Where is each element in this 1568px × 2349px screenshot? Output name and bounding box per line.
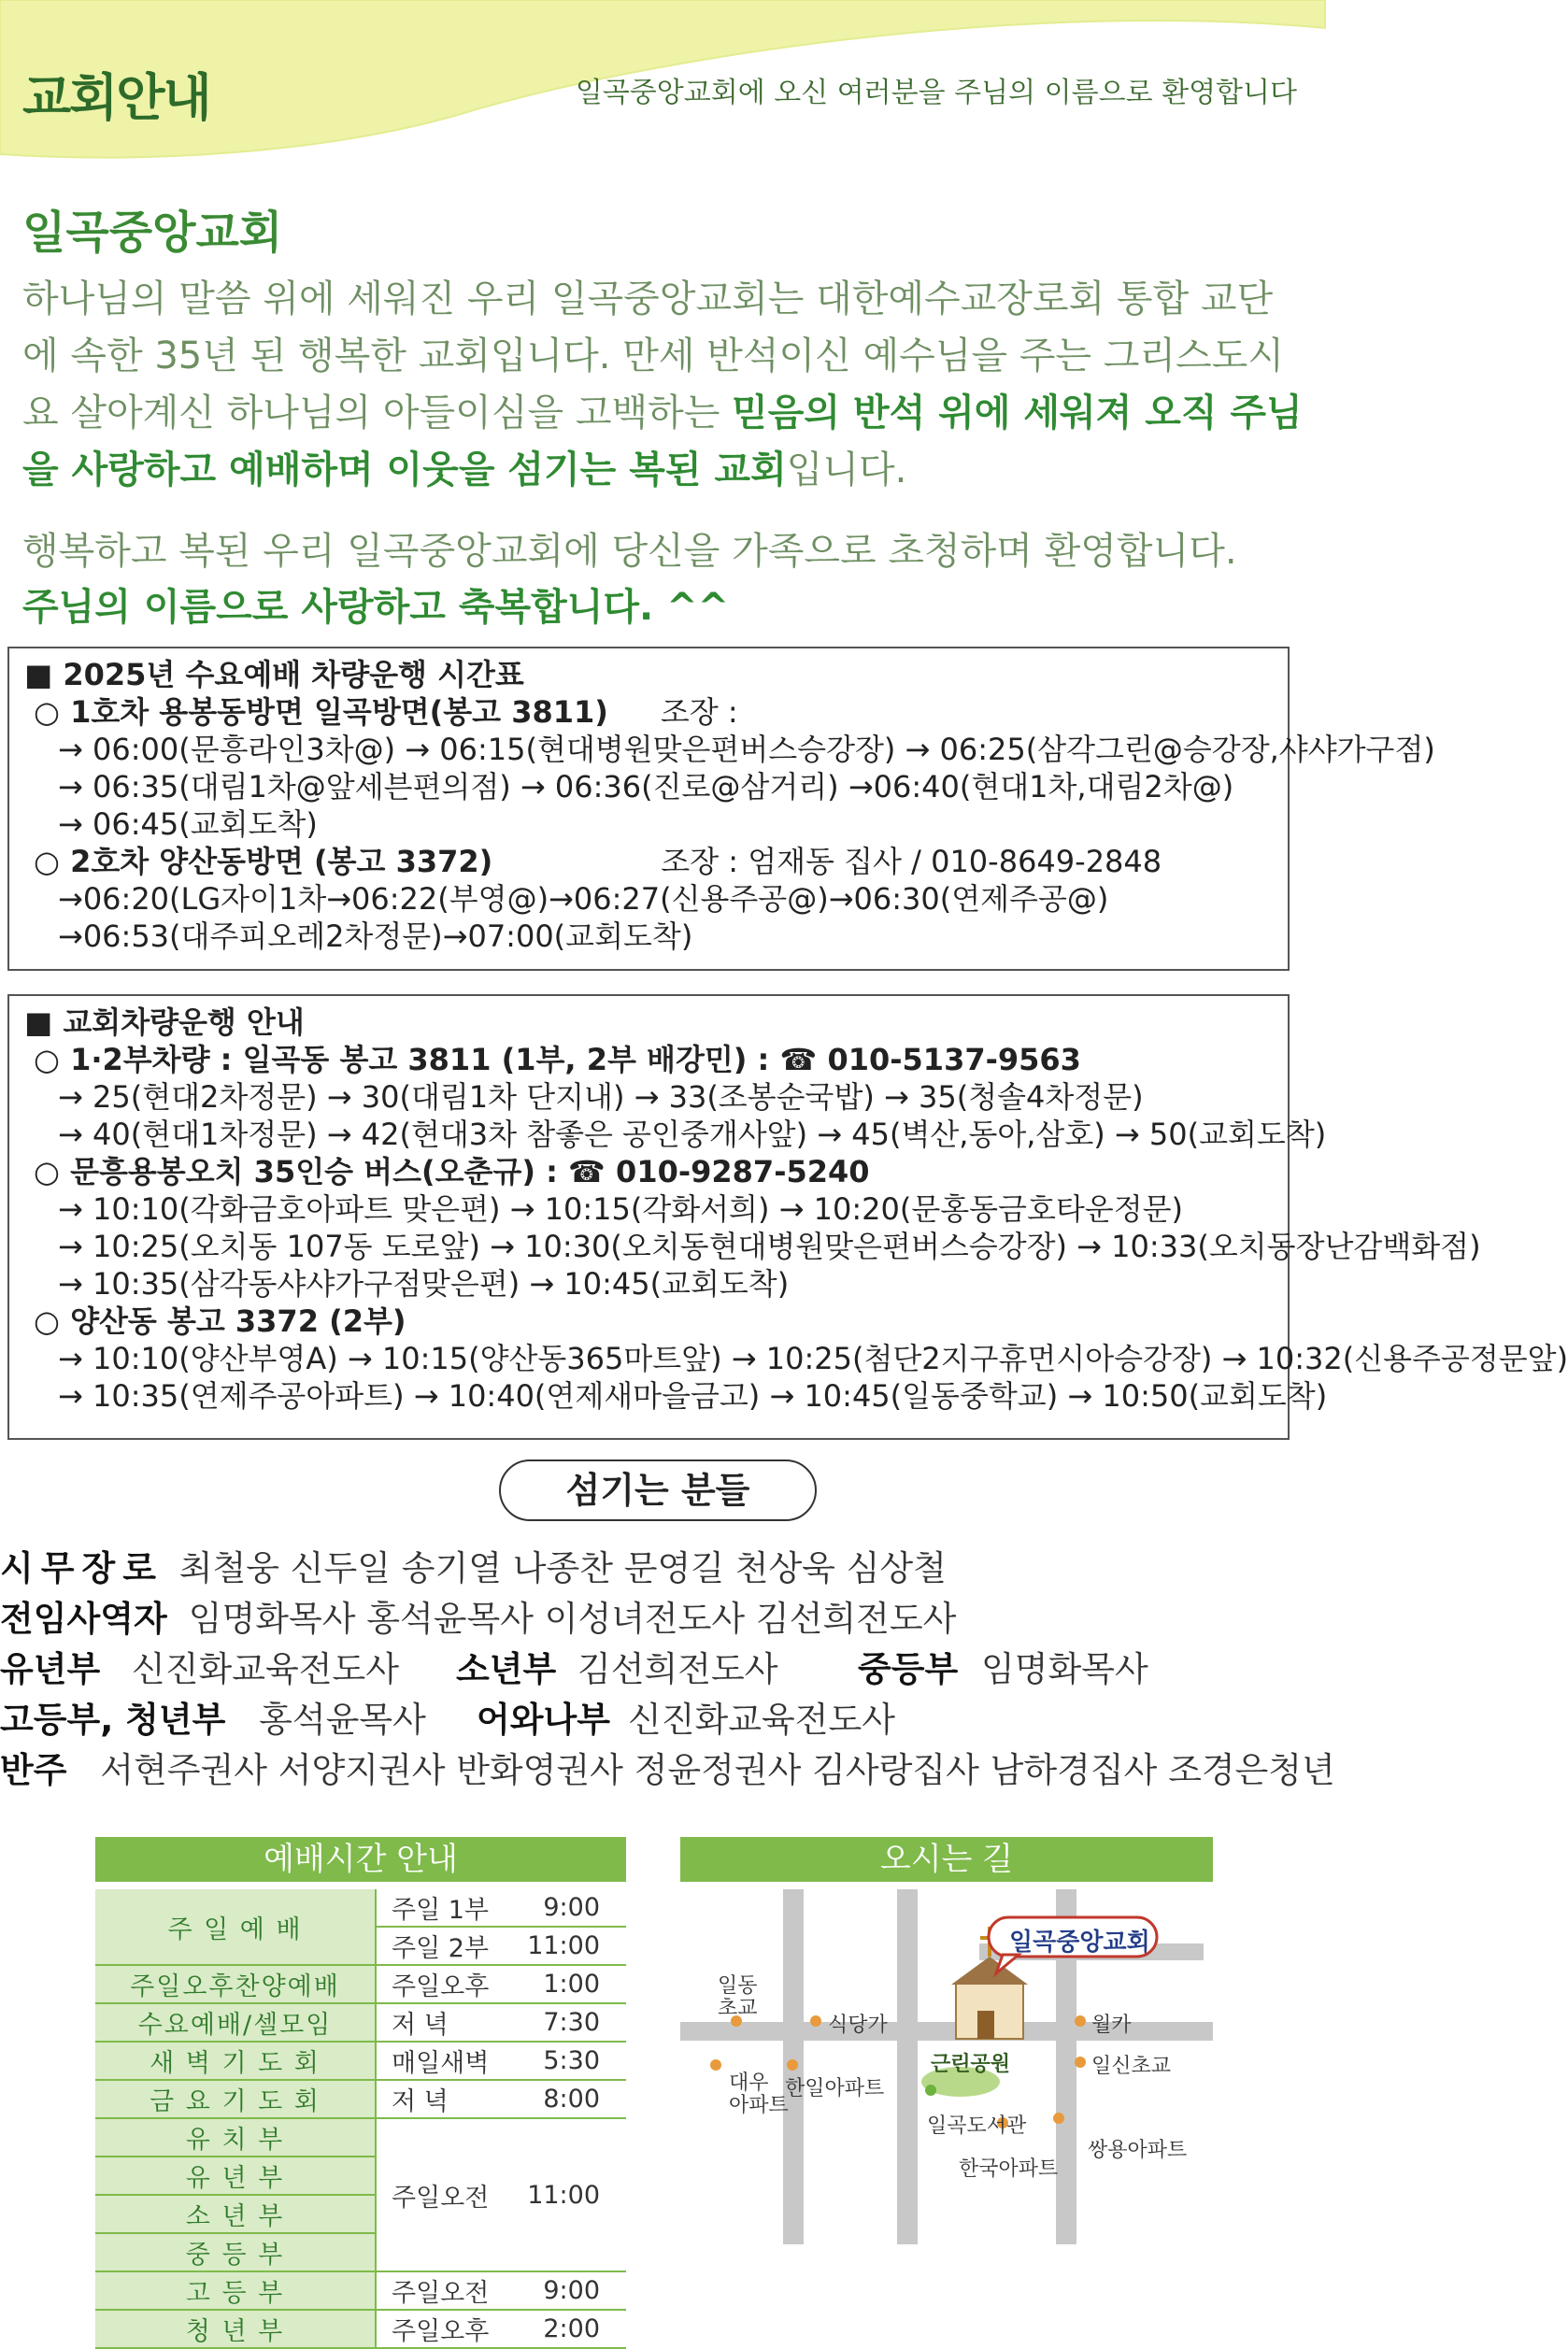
service-time: 11:00	[516, 2118, 626, 2271]
service-time: 11:00	[516, 1927, 626, 1965]
staff-section-title: 섬기는 분들	[499, 1459, 817, 1521]
map-label: 한일아파트	[785, 2077, 885, 2100]
staff-label: 중등부	[858, 1649, 959, 1689]
wednesday-vehicle-schedule	[7, 647, 1435, 971]
service-name: 소 년 부	[95, 2195, 376, 2233]
service-day: 저 녁	[376, 2080, 516, 2118]
route-line: → 06:35(대림1차@앞세븐편의점) → 06:36(진로@삼거리) →06:40(현대1차,대림2차@)	[58, 769, 1234, 804]
route-line: → 25(현대2차정문) → 30(대림1차 단지내) → 33(조봉순국밥) → 35(청솔4차정문)	[58, 1079, 1144, 1115]
staff-label: 시무장로	[0, 1548, 164, 1588]
service-name: 청 년 부	[95, 2310, 376, 2348]
service-name: 주일오후찬양예배	[95, 1965, 376, 2003]
invitation-paragraph	[22, 523, 1303, 635]
staff-row-departments-2	[0, 1691, 895, 1740]
route-line: → 06:45(교회도착)	[58, 806, 318, 842]
staff-row-elders	[0, 1540, 947, 1588]
map-label: 근린공원	[931, 2053, 1011, 2076]
route-line: → 10:35(연제주공아파트) → 10:40(연제새마을금고) → 10:45(일동중학교) → 10:50(교회도착)	[58, 1378, 1328, 1414]
staff-label: 유년부	[0, 1649, 101, 1689]
service-time: 5:30	[516, 2042, 626, 2080]
wednesday-car1	[24, 693, 1273, 731]
welcome-text: 일곡중앙교회에 오신 여러분을 주님의 이름으로 환영합니다	[575, 77, 1297, 109]
staff-names: 임명화목사 홍석윤목사 이성녀전도사 김선희전도사	[188, 1599, 957, 1639]
route-line: → 40(현대1차정문) → 42(현대3차 참좋은 공인중개사앞) → 45(벽산,동아,삼호) → 50(교회도착)	[58, 1117, 1327, 1152]
service-day: 주일 2부	[376, 1927, 516, 1965]
staff-label: 소년부	[456, 1649, 557, 1689]
map-label: 월카	[1091, 2014, 1132, 2037]
staff-names: 신진화교육전도사	[628, 1700, 895, 1740]
route-line: →06:53(대주피오레2차정문)→07:00(교회도착)	[58, 918, 693, 954]
service-day: 저 녁	[376, 2003, 516, 2042]
staff-names: 서현주권사 서양지권사 반화영권사 정윤정권사 김사랑집사 남하경집사 조경은청년	[100, 1750, 1335, 1790]
route-line: → 06:00(문흥라인3차@) → 06:15(현대병원맞은편버스승강장) → 06:25(삼각그린@승강장,샤샤가구점)	[58, 732, 1435, 767]
route-line: → 10:10(양산부영A) → 10:15(양산동365마트앞) → 10:25(첨단2지구휴먼시아승강장) → 10:32(신용주공정문앞)	[58, 1341, 1568, 1376]
intro-text-a: 하나님의 말씀 위에 세워진 우리 일곡중앙교회는 대한예수교장로회 통합 교단에 속한 35년 된 행복한 교회입니다. 만세 반석이신 예수님을 주는 그리스도시요 살아계신 하나님의 아들이심을 고백하는	[22, 278, 1284, 434]
staff-names: 임명화목사	[981, 1649, 1148, 1689]
service-time: 2:00	[516, 2310, 626, 2348]
table-row	[95, 1889, 626, 1927]
service-name: 수요예배/셀모임	[95, 2003, 376, 2042]
map-canvas	[680, 1889, 1213, 2244]
directions-map	[680, 1837, 1213, 2244]
table-row	[95, 2271, 626, 2310]
wednesday-title: ■ 2025년 수요예배 차량운행 시간표	[24, 657, 524, 692]
staff-row-accompanists	[0, 1742, 1335, 1790]
staff-names: 신진화교육전도사	[132, 1649, 399, 1689]
service-day: 매일새벽	[376, 2042, 516, 2080]
map-label: 한국아파트	[959, 2157, 1059, 2181]
service-times-title: 예배시간 안내	[95, 1837, 626, 1882]
service-time: 7:30	[516, 2003, 626, 2042]
map-label: 일동 초교	[718, 1974, 758, 2020]
invitation-text: 행복하고 복된 우리 일곡중앙교회에 당신을 가족으로 초청하며 환영합니다.	[22, 530, 1237, 573]
service-day: 주일 1부	[376, 1889, 516, 1927]
service-day: 주일오전	[376, 2271, 516, 2310]
service-time: 8:00	[516, 2080, 626, 2118]
staff-label: 어와나부	[477, 1700, 610, 1740]
service-name: 유 치 부	[95, 2118, 376, 2157]
service-name: 유 년 부	[95, 2157, 376, 2195]
service-times	[95, 1837, 626, 2349]
map-title: 오시는 길	[680, 1837, 1213, 1882]
map-label: 일곡도서관	[927, 2114, 1027, 2138]
service-name: 중 등 부	[95, 2233, 376, 2271]
table-row	[95, 2080, 626, 2118]
route-line: → 10:10(각화금호아파트 맞은편) → 10:15(각화서희) → 10:20(문홍동금호타운정문)	[58, 1191, 1184, 1227]
table-row	[95, 2003, 626, 2042]
map-label: 식당가	[828, 2014, 888, 2037]
header-banner	[0, 0, 1325, 168]
service-day: 주일오후	[376, 2310, 516, 2348]
blessing-text: 주님의 이름으로 사랑하고 축복합니다. ^^	[22, 586, 730, 629]
map-church-label: 일곡중앙교회	[1009, 1929, 1150, 1957]
service-day: 주일오후	[376, 1965, 516, 2003]
brand-title: 교회안내	[22, 68, 210, 127]
map-label: 대우 아파트	[729, 2071, 789, 2117]
intro-paragraph	[22, 271, 1303, 499]
wednesday-car1-driver: 조장 :	[660, 694, 738, 730]
wednesday-car2	[24, 843, 1273, 880]
table-row	[95, 2118, 626, 2157]
staff-names: 김선희전도사	[577, 1649, 778, 1689]
intro-text-bold: 믿음의 반석 위에 세워져 오직 주님을 사랑하고 예배하며 이웃을 섬기는 복된 교회	[22, 392, 1303, 491]
sunday-car2-title: ○ 문흥용봉오치 35인승 버스(오춘규) : ☎ 010-9287-5240	[34, 1154, 870, 1189]
service-time: 9:00	[516, 1889, 626, 1927]
staff-label: 고등부, 청년부	[0, 1700, 226, 1740]
map-label: 일신초교	[1091, 2055, 1172, 2078]
sunday-car1-title: ○ 1·2부차량 : 일곡동 봉고 3811 (1부, 2부 배강민) : ☎ 010-5137-9563	[34, 1042, 1081, 1077]
staff-label: 반주	[0, 1750, 67, 1790]
sunday-title: ■ 교회차량운행 안내	[24, 1004, 305, 1040]
church-name: 일곡중앙교회	[22, 206, 283, 259]
wednesday-car2-title: ○ 2호차 양산동방면 (봉고 3372)	[34, 844, 493, 879]
staff-row-ministers	[0, 1590, 956, 1639]
service-time: 9:00	[516, 2271, 626, 2310]
service-name: 새 벽 기 도 회	[95, 2042, 376, 2080]
service-name: 주 일 예 배	[95, 1889, 376, 1965]
route-line: → 10:35(삼각동샤샤가구점맞은편) → 10:45(교회도착)	[58, 1266, 790, 1302]
intro-text-c: 입니다.	[786, 448, 907, 491]
staff-names: 홍석윤목사	[259, 1700, 426, 1740]
church-vehicle-guide	[7, 994, 1568, 1440]
service-day: 주일오전	[376, 2118, 516, 2271]
service-times-table	[95, 1889, 626, 2349]
wednesday-car1-title: ○ 1호차 용봉동방면 일곡방면(봉고 3811)	[34, 694, 608, 730]
staff-row-departments-1	[0, 1641, 1148, 1689]
map-label: 쌍용아파트	[1088, 2139, 1188, 2162]
staff-label: 전임사역자	[0, 1599, 167, 1639]
sunday-car3-title: ○ 양산동 봉고 3372 (2부)	[34, 1303, 406, 1339]
service-name: 금 요 기 도 회	[95, 2080, 376, 2118]
table-row	[95, 2310, 626, 2348]
route-line: →06:20(LG자이1차→06:22(부영@)→06:27(신용주공@)→06:30(연제주공@)	[58, 881, 1109, 917]
route-line: → 10:25(오치동 107동 도로앞) → 10:30(오치동현대병원맞은편버스승강장) → 10:33(오치동장난감백화점)	[58, 1229, 1481, 1264]
table-row	[95, 2042, 626, 2080]
staff-names: 최철웅 신두일 송기열 나종찬 문영길 천상욱 심상철	[178, 1548, 947, 1588]
service-time: 1:00	[516, 1965, 626, 2003]
table-row	[95, 1965, 626, 2003]
service-name: 고 등 부	[95, 2271, 376, 2310]
wednesday-car2-driver: 조장 : 엄재동 집사 / 010-8649-2848	[661, 844, 1162, 879]
